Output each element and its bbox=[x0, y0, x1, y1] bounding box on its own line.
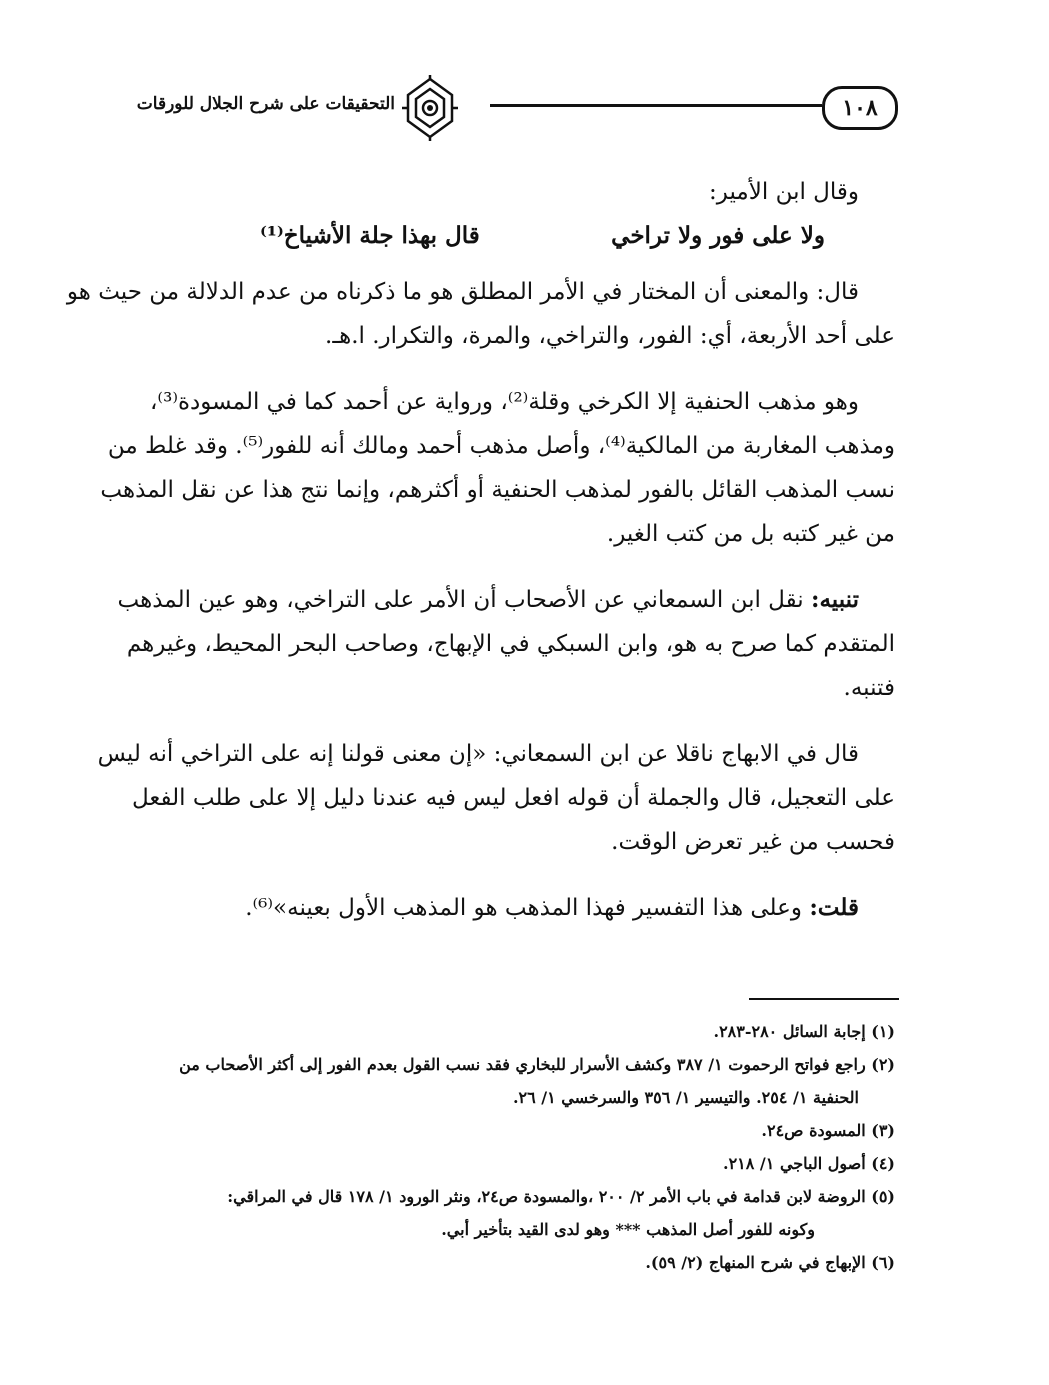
paragraph-3 bbox=[117, 578, 895, 710]
text-line: قال في الابهاج ناقلا عن ابن السمعاني: «إن معنى قولنا إنه على التراخي أنه ليس bbox=[97, 741, 859, 767]
note-label: قلت: bbox=[809, 894, 859, 921]
text-line: فحسب من غير تعرض الوقت. bbox=[611, 829, 895, 855]
paragraph-5 bbox=[150, 886, 895, 930]
text-line bbox=[117, 578, 895, 622]
footnote-line: الحنفية ١/ ٢٥٤. والتيسير ١/ ٣٥٦ والسرخسي ١/ ٢٦. bbox=[512, 1088, 859, 1107]
footnotes bbox=[150, 1015, 895, 1279]
footnote-5 bbox=[150, 1180, 895, 1213]
footnote-2 bbox=[150, 1048, 895, 1114]
paragraph-1 bbox=[66, 270, 895, 358]
note-label: تنبيه: bbox=[810, 586, 859, 613]
text-line: المتقدم كما صرح به هو، وابن السبكي في الإبهاج، وصاحب البحر المحيط، وغيرهم bbox=[126, 631, 895, 657]
intro-line: وقال ابن الأمير: bbox=[709, 179, 859, 205]
footnote-4: (٤) أصول الباجي ١/ ٢١٨. bbox=[723, 1154, 895, 1173]
text-line: ومذهب المغاربة من المالكية⁽⁴⁾، وأصل مذهب أحمد ومالك أنه للفور⁽⁵⁾. وقد غلط من bbox=[107, 433, 895, 459]
text-line bbox=[150, 886, 895, 930]
page-number: ١٠٨ bbox=[822, 86, 898, 130]
text-line: نسب المذهب القائل بالفور لمذهب الحنفية أو أكثرهم، وإنما نتج هذا عن نقل المذهب bbox=[100, 477, 895, 503]
text-fragment: نقل ابن السمعاني عن الأصحاب أن الأمر على التراخي، وهو عين المذهب bbox=[117, 587, 804, 613]
verse-first-hemistich: ولا على فور ولا تراخي bbox=[611, 222, 825, 249]
verse bbox=[150, 214, 895, 258]
header-rule bbox=[490, 104, 822, 107]
text-fragment: وعلى هذا التفسير فهذا المذهب هو المذهب الأول بعينه»⁽⁶⁾. bbox=[245, 895, 802, 921]
ornament-icon bbox=[400, 75, 460, 141]
text-line: على أحد الأربعة، أي: الفور، والتراخي، والمرة، والتكرار. ا.هـ. bbox=[325, 323, 895, 349]
text-line: فتنبه. bbox=[843, 675, 895, 701]
paragraph-4 bbox=[97, 732, 895, 864]
footnote-1: (١) إجابة السائل ٢٨٠-٢٨٣. bbox=[713, 1022, 895, 1041]
footnote-5-verse: وكونه للفور أصل المذهب *** وهو لدى القيد بتأخير أبي. bbox=[441, 1220, 815, 1239]
paragraph-2 bbox=[100, 380, 895, 556]
text-line: وهو مذهب الحنفية إلا الكرخي وقلة⁽²⁾، ورواية عن أحمد كما في المسودة⁽³⁾، bbox=[150, 389, 859, 415]
main-text bbox=[66, 170, 895, 952]
text-line: من غير كتبه بل من كتب الغير. bbox=[606, 521, 895, 547]
footnote-separator bbox=[749, 998, 899, 1000]
text-line: قال: والمعنى أن المختار في الأمر المطلق هو ما ذكرناه من عدم الدلالة من حيث هو bbox=[66, 279, 859, 305]
verse-second-hemistich: قال بهذا جلة الأشياخ⁽¹⁾ bbox=[260, 222, 480, 249]
footnote-3: (٣) المسودة ص٢٤. bbox=[761, 1121, 895, 1140]
text-line: على التعجيل، قال والجملة أن قوله افعل ليس فيه عندنا دليل إلا على طلب الفعل bbox=[132, 785, 895, 811]
page-header bbox=[110, 70, 910, 148]
running-title: التحقيقات على شرح الجلال للورقات bbox=[136, 94, 395, 114]
footnote-line: (٢) راجع فواتح الرحموت ١/ ٣٨٧ وكشف الأسرار للبخاري فقد نسب القول بعدم الفور إلى أكثر الأصحاب من bbox=[179, 1055, 895, 1074]
footnote-6: (٦) الإبهاج في شرح المنهاج (٢/ ٥٩). bbox=[645, 1253, 895, 1272]
footnote-line: (٥) الروضة لابن قدامة في باب الأمر ٢/ ٢٠٠ ،والمسودة ص٢٤، ونثر الورود ١/ ١٧٨ قال في المراقي: bbox=[227, 1187, 895, 1206]
